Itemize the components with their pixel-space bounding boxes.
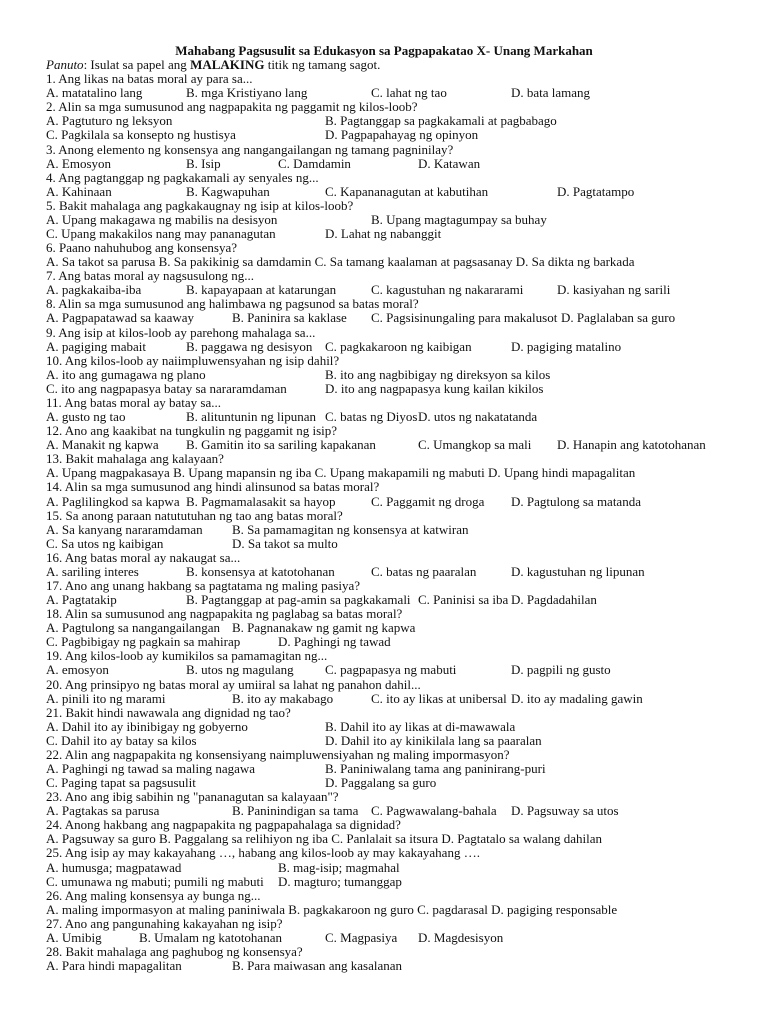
instructions-emphasis: MALAKING [190, 57, 265, 73]
question-11: 11. Ang batas moral ay batay sa... [46, 394, 221, 410]
question-3-option-d: D. Katawan [418, 155, 481, 171]
question-21-option-b: B. Dahil ito ay likas at di-mawawala [325, 718, 516, 734]
question-25: 25. Ang isip ay may kakayahang …, habang ang kilos-loob ay may kakayahang …. [46, 845, 480, 861]
question-23-option-b: B. Paninindigan sa tama [232, 803, 359, 819]
question-7-option-a: A. pagkakaiba-iba [46, 282, 142, 298]
question-7-option-d: D. kasiyahan ng sarili [557, 282, 671, 298]
question-21-choices-row-2 [0, 734, 768, 748]
question-19-option-c: C. pagpapasya ng mabuti [325, 662, 457, 678]
question-19-option-d: D. pagpili ng gusto [511, 662, 611, 678]
question-10-option-c: C. ito ang nagpapasya batay sa nararamdaman [46, 380, 287, 396]
exam-sheet [0, 44, 768, 973]
question-5: 5. Bakit mahalaga ang pagkakaugnay ng isip at kilos-loob? [46, 197, 354, 213]
question-5-option-b: B. Upang magtagumpay sa buhay [371, 211, 547, 227]
question-5-option-a: A. Upang makagawa ng mabilis na desisyon [46, 211, 278, 227]
question-23: 23. Ano ang ibig sabihin ng "pananagutan sa kalayaan"? [46, 789, 339, 805]
question-2-choices-row-2 [0, 128, 768, 142]
question-20-option-c: C. ito ay likas at unibersal [371, 690, 507, 706]
question-1-option-a: A. matatalino lang [46, 85, 143, 101]
question-17-option-a: A. Pagtatakip [46, 592, 117, 608]
question-20-option-a: A. pinili ito ng marami [46, 690, 166, 706]
question-25-option-d: D. magturo; tumanggap [278, 873, 402, 889]
question-10-option-b: B. ito ang nagbibigay ng direksyon sa kilos [325, 366, 551, 382]
question-9-choices [0, 340, 768, 354]
question-28-choices [0, 959, 768, 973]
question-24-option-d: D. Pagtatalo sa walang dahilan [441, 831, 603, 847]
question-5-option-d: D. Lahat ng nabanggit [325, 226, 442, 242]
question-23-choices [0, 804, 768, 818]
question-16-option-d: D. kagustuhan ng lipunan [511, 563, 645, 579]
question-26: 26. Ang maling konsensya ay bunga ng... [46, 887, 261, 903]
question-6-choices [0, 255, 768, 269]
question-16-choices [0, 565, 768, 579]
question-14-choices [0, 495, 768, 509]
question-14: 14. Alin sa mga sumusunod ang hindi alinsunod sa batas moral? [46, 479, 380, 495]
question-10: 10. Ang kilos-loob ay naiimpluwensyahan ng isip dahil? [46, 352, 340, 368]
question-1: 1. Ang likas na batas moral ay para sa... [46, 71, 253, 87]
question-10-choices-row-2 [0, 382, 768, 396]
question-1-option-c: C. lahat ng tao [371, 85, 447, 101]
question-2-option-c: C. Pagkilala sa konsepto ng hustisya [46, 127, 236, 143]
question-12-option-c: C. Umangkop sa mali [418, 437, 532, 453]
question-3-option-a: A. Emosyon [46, 155, 111, 171]
question-8-option-d: D. Paglalaban sa guro [561, 310, 676, 326]
question-17-option-d: D. Pagdadahilan [511, 592, 597, 608]
question-19: 19. Ang kilos-loob ay kumikilos sa pamamagitan ng... [46, 648, 328, 664]
question-11-option-a: A. gusto ng tao [46, 409, 126, 425]
question-16-option-c: C. batas ng paaralan [371, 563, 477, 579]
question-20: 20. Ang prinsipyo ng batas moral ay umiiral sa lahat ng panahon dahil... [46, 676, 421, 692]
question-19-choices [0, 663, 768, 677]
question-7-option-c: C. kagustuhan ng nakararami [371, 282, 524, 298]
question-22: 22. Alin ang nagpapakita ng konsensiyang naimpluwensiyahan ng maling impormasyon? [46, 746, 510, 762]
question-19-option-a: A. emosyon [46, 662, 109, 678]
question-25-choices-row-1 [0, 861, 768, 875]
question-4-option-a: A. Kahinaan [46, 183, 112, 199]
question-9: 9. Ang isip at kilos-loob ay parehong mahalaga sa... [46, 324, 316, 340]
question-20-choices [0, 692, 768, 706]
question-12-option-b: B. Gamitin ito sa sariling kapakanan [186, 437, 376, 453]
question-11-option-d: D. utos ng nakatatanda [418, 409, 538, 425]
question-6-option-d: D. Sa dikta ng barkada [515, 254, 635, 270]
question-20-option-b: B. ito ay makabago [232, 690, 334, 706]
question-13-option-b: B. Upang mapansin ng iba [173, 465, 312, 481]
question-4: 4. Ang pagtanggap ng pagkakamali ay senyales ng... [46, 169, 319, 185]
question-18-option-c: C. Pagbibigay ng pagkain sa mahirap [46, 634, 241, 650]
question-27-choices [0, 931, 768, 945]
question-24-option-c: C. Panlalait sa itsura [331, 831, 439, 847]
question-28: 28. Bakit mahalaga ang paghubog ng konsensya? [46, 944, 303, 959]
question-3: 3. Anong elemento ng konsensya ang nangangailangan ng tamang pagninilay? [46, 141, 454, 157]
question-14-option-a: A. Paglilingkod sa kapwa [46, 493, 180, 509]
question-6-option-c: C. Sa tamang kaalaman at pagsasanay [314, 254, 513, 270]
question-12-option-a: A. Manakit ng kapwa [46, 437, 159, 453]
question-26-option-a: A. maling impormasyon at maling paniniwala [46, 901, 286, 917]
question-2-choices-row-1 [0, 114, 768, 128]
question-1-option-b: B. mga Kristiyano lang [186, 85, 308, 101]
question-22-option-b: B. Paniniwalang tama ang paninirang-puri [325, 760, 546, 776]
question-16: 16. Ang batas moral ay nakaugat sa... [46, 549, 241, 565]
question-2-option-a: A. Pagtuturo ng leksyon [46, 113, 173, 129]
question-18-choices-row-1 [0, 621, 768, 635]
question-9-option-c: C. pagkakaroon ng kaibigan [325, 338, 472, 354]
question-17: 17. Ano ang unang hakbang sa pagtatama ng maling pasiya? [46, 577, 361, 593]
question-15-option-b: B. Sa pamamagitan ng konsensya at katwiran [232, 521, 469, 537]
question-21-choices-row-1 [0, 720, 768, 734]
question-8: 8. Alin sa mga sumusunod ang halimbawa ng pagsunod sa batas moral? [46, 296, 419, 312]
question-6-option-a: A. Sa takot sa parusa [46, 254, 156, 270]
question-18-choices-row-2 [0, 635, 768, 649]
question-28-option-b: B. Para maiwasan ang kasalanan [232, 958, 403, 974]
question-25-option-c: C. umunawa ng mabuti; pumili ng mabuti [46, 873, 264, 889]
question-1-choices [0, 86, 768, 100]
question-13-option-c: C. Upang makapamili ng mabuti [314, 465, 485, 481]
question-26-option-b: B. pagkakaroon ng guro [288, 901, 414, 917]
question-22-option-a: A. Paghingi ng tawad sa maling nagawa [46, 760, 256, 776]
question-15-choices-row-2 [0, 537, 768, 551]
question-15: 15. Sa anong paraan natututuhan ng tao ang batas moral? [46, 507, 343, 523]
question-3-option-b: B. Isip [186, 155, 221, 171]
question-13-option-a: A. Upang magpakasaya [46, 465, 170, 481]
question-12-option-d: D. Hanapin ang katotohanan [557, 437, 706, 453]
question-15-option-c: C. Sa utos ng kaibigan [46, 535, 164, 551]
question-7-option-b: B. kapayapaan at katarungan [186, 282, 337, 298]
question-8-choices [0, 311, 768, 325]
question-4-option-b: B. Kagwapuhan [186, 183, 270, 199]
question-27: 27. Ano ang pangunahing kakayahan ng isip? [46, 915, 283, 931]
instructions-label: Panuto [46, 57, 84, 73]
question-19-option-b: B. utos ng magulang [186, 662, 294, 678]
page-title: Mahabang Pagsusulit sa Edukasyon sa Pagpapakatao X- Unang Markahan [175, 43, 593, 58]
question-18-option-a: A. Pagtulong sa nangangailangan [46, 620, 221, 636]
question-25-option-a: A. humusga; magpatawad [46, 859, 182, 875]
question-24-choices [0, 832, 768, 846]
question-21: 21. Bakit hindi nawawala ang dignidad ng tao? [46, 704, 291, 720]
question-9-option-d: D. pagiging matalino [511, 338, 622, 354]
question-5-option-c: C. Upang makakilos nang may pananagutan [46, 226, 276, 242]
question-10-option-d: D. ito ang nagpapasya kung kailan kikilos [325, 380, 544, 396]
question-28-option-a: A. Para hindi mapagalitan [46, 958, 182, 974]
question-13: 13. Bakit mahalaga ang kalayaan? [46, 451, 224, 467]
question-11-option-c: C. batas ng Diyos [325, 409, 418, 425]
question-2: 2. Alin sa mga sumusunod ang nagpapakita ng paggamit ng kilos-loob? [46, 99, 418, 115]
question-9-option-b: B. paggawa ng desisyon [186, 338, 313, 354]
question-15-choices-row-1 [0, 523, 768, 537]
question-27-option-b: B. Umalam ng katotohanan [139, 929, 282, 945]
question-26-option-c: C. pagdarasal [417, 901, 488, 917]
question-24-option-b: B. Paggalang sa relihiyon ng iba [159, 831, 328, 847]
instructions [0, 58, 768, 72]
question-8-option-b: B. Paninira sa kaklase [232, 310, 347, 326]
question-16-option-a: A. sariling interes [46, 563, 139, 579]
question-16-option-b: B. konsensya at katotohanan [186, 563, 335, 579]
question-22-choices-row-1 [0, 762, 768, 776]
instructions-text-end: titik ng tamang sagot. [264, 57, 381, 73]
question-24: 24. Anong hakbang ang nagpapakita ng pagpapahalaga sa dignidad? [46, 817, 401, 833]
question-26-option-d: D. pagiging responsable [491, 901, 618, 917]
question-4-option-c: C. Kapananagutan at kabutihan [325, 183, 489, 199]
question-15-option-a: A. Sa kanyang nararamdaman [46, 521, 203, 537]
question-12: 12. Ano ang kaakibat na tungkulin ng paggamit ng isip? [46, 423, 338, 439]
question-11-choices [0, 410, 768, 424]
question-14-option-b: B. Pagmamalasakit sa hayop [186, 493, 336, 509]
question-14-option-c: C. Paggamit ng droga [371, 493, 485, 509]
question-12-choices [0, 438, 768, 452]
question-13-choices [0, 466, 768, 480]
question-24-option-a: A. Pagsuway sa guro [46, 831, 156, 847]
question-22-option-d: D. Paggalang sa guro [325, 775, 437, 791]
question-15-option-d: D. Sa takot sa multo [232, 535, 338, 551]
question-20-option-d: D. ito ay madaling gawin [511, 690, 643, 706]
question-2-option-b: B. Pagtanggap sa pagkakamali at pagbabago [325, 113, 557, 129]
question-26-choices [0, 903, 768, 917]
question-4-choices [0, 185, 768, 199]
question-2-option-d: D. Pagpapahayag ng opinyon [325, 127, 479, 143]
question-3-option-c: C. Damdamin [278, 155, 351, 171]
question-22-option-c: C. Paging tapat sa pagsusulit [46, 775, 196, 791]
question-21-option-a: A. Dahil ito ay ibinibigay ng gobyerno [46, 718, 248, 734]
question-3-choices [0, 157, 768, 171]
question-27-option-a: A. Umibig [46, 929, 102, 945]
question-5-choices-row-2 [0, 227, 768, 241]
question-10-choices-row-1 [0, 368, 768, 382]
question-21-option-d: D. Dahil ito ay kinikilala lang sa paaralan [325, 732, 542, 748]
question-17-choices [0, 593, 768, 607]
question-27-option-d: D. Magdesisyon [418, 929, 504, 945]
instructions-text: : Isulat sa papel ang [83, 57, 191, 73]
question-13-option-d: D. Upang hindi mapagalitan [487, 465, 636, 481]
question-18: 18. Alin sa sumusunod ang nagpapakita ng paglabag sa batas moral? [46, 606, 403, 622]
question-9-option-a: A. pagiging mabait [46, 338, 147, 354]
question-6-option-b: B. Sa pakikinig sa damdamin [158, 254, 312, 270]
question-22-choices-row-2 [0, 776, 768, 790]
question-17-option-c: C. Paninisi sa iba [418, 592, 509, 608]
question-23-option-d: D. Pagsuway sa utos [511, 803, 619, 819]
question-17-option-b: B. Pagtanggap at pag-amin sa pagkakamali [186, 592, 411, 608]
question-18-option-d: D. Paghingi ng tawad [278, 634, 391, 650]
question-23-option-c: C. Pagwawalang-bahala [371, 803, 497, 819]
question-21-option-c: C. Dahil ito ay batay sa kilos [46, 732, 197, 748]
question-6: 6. Paano nahuhubog ang konsensya? [46, 240, 237, 256]
question-4-option-d: D. Pagtatampo [557, 183, 635, 199]
question-11-option-b: B. alituntunin ng lipunan [186, 409, 316, 425]
question-14-option-d: D. Pagtulong sa matanda [511, 493, 641, 509]
question-18-option-b: B. Pagnanakaw ng gamit ng kapwa [232, 620, 416, 636]
question-7: 7. Ang batas moral ay nagsusulong ng... [46, 268, 254, 284]
question-23-option-a: A. Pagtakas sa parusa [46, 803, 160, 819]
question-8-option-a: A. Pagpapatawad sa kaaway [46, 310, 194, 326]
question-10-option-a: A. ito ang gumagawa ng plano [46, 366, 206, 382]
question-8-option-c: C. Pagsisinungaling para makalusot [371, 310, 558, 326]
question-1-option-d: D. bata lamang [511, 85, 591, 101]
question-7-choices [0, 283, 768, 297]
question-5-choices-row-1 [0, 213, 768, 227]
question-25-option-b: B. mag-isip; magmahal [278, 859, 400, 875]
question-27-option-c: C. Magpasiya [325, 929, 398, 945]
question-25-choices-row-2 [0, 875, 768, 889]
